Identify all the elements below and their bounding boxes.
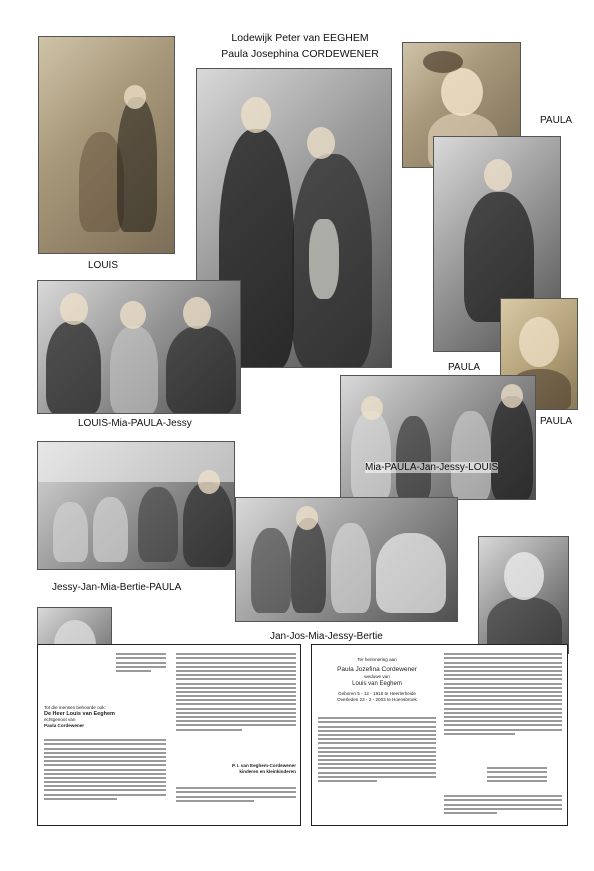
card-right-died: Overleden 23 - 2 - 2003 te Hoensbroek: [337, 697, 417, 702]
memorial-card-louis: [37, 644, 301, 826]
caption-family-2: Mia-PAULA-Jan-Jessy-LOUIS: [365, 462, 499, 473]
card-right-widow: weduwe van: [364, 674, 390, 679]
card-left-sub2: Paula Cordewener: [44, 723, 85, 728]
photo-family-3: [37, 441, 235, 570]
caption-paula-2: PAULA: [448, 362, 481, 373]
caption-family-1: LOUIS-Mia-PAULA-Jessy: [78, 418, 192, 429]
photo-family-1: [37, 280, 241, 414]
header-name-wife: Paula Josephina CORDEWENER: [221, 48, 379, 60]
caption-paula-3: PAULA: [540, 416, 573, 427]
card-right-born: Geboren 5 - 12 - 1916 te Heerlerheide: [338, 691, 416, 696]
card-left-sub1: echtgenoot van: [44, 717, 76, 722]
caption-family-3: Jessy-Jan-Mia-Bertie-PAULA: [52, 582, 182, 593]
photo-paula-elderly: [478, 536, 569, 654]
caption-family-4: Jan-Jos-Mia-Jessy-Bertie: [270, 631, 383, 642]
memorial-card-paula: [311, 644, 568, 826]
card-right-name: Paula Jozefina Cordewener: [337, 666, 417, 673]
photo-louis-child: [38, 36, 175, 254]
card-left-sign: P. I. van Eeghem-Cordewener: [232, 763, 296, 768]
card-left-sign2: kinderen en kleinkinderen: [239, 769, 296, 774]
photo-family-2: [340, 375, 536, 500]
card-left-heading: De Heer Louis van Eeghem: [44, 711, 115, 717]
photo-family-4: [235, 497, 458, 622]
header-name-husband: Lodewijk Peter van EEGHEM: [231, 32, 369, 44]
caption-louis: LOUIS: [88, 260, 119, 271]
card-right-memory: Ter herinnering aan: [357, 657, 397, 662]
card-right-husband: Louis van Eeghem: [352, 681, 402, 687]
caption-paula-1: PAULA: [540, 115, 573, 126]
card-left-intro: Tot die mensen behoorde ook:: [44, 705, 106, 710]
